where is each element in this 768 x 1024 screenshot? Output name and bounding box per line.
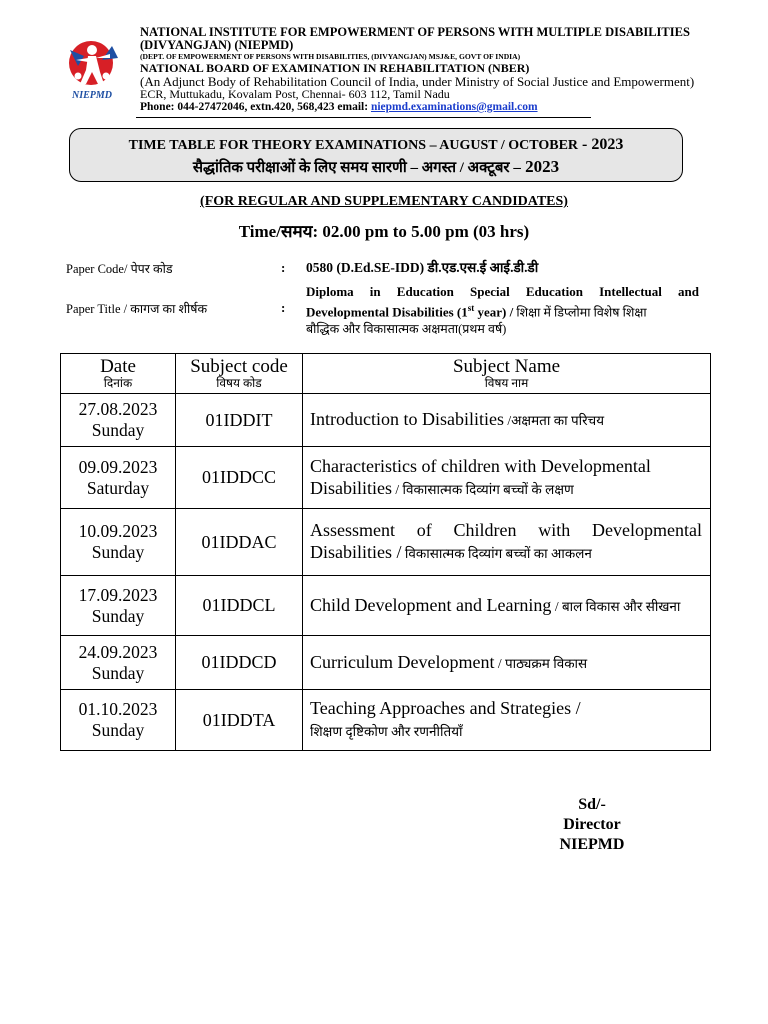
code-cell: 01IDDCL: [176, 576, 303, 636]
subject-name-cell: Assessment of Children with Developmental Disabilities / विकासात्मक दिव्यांग बच्चों का आकलन: [303, 509, 711, 576]
candidates-heading: (FOR REGULAR AND SUPPLEMENTARY CANDIDATES): [200, 194, 568, 209]
paper-code-label: Paper Code/ पेपर कोड: [66, 262, 173, 276]
code-cell: 01IDDIT: [176, 394, 303, 447]
exam-timetable: [60, 353, 711, 751]
timetable-title-en: TIME TABLE FOR THEORY EXAMINATIONS – AUGUST / OCTOBER - 2023: [128, 136, 624, 153]
board-name: NATIONAL BOARD OF EXAMINATION IN REHABILITATION (NBER): [140, 61, 530, 75]
header-subject-name: Subject Name विषय नाम: [303, 354, 711, 394]
letterhead: [140, 26, 760, 114]
address-line: ECR, Muttukadu, Kovalam Post, Chennai- 603 112, Tamil Nadu: [140, 87, 450, 101]
date-cell: 09.09.2023 Saturday: [61, 447, 176, 509]
subject-name-cell: Teaching Approaches and Strategies / शिक्षण दृष्टिकोण और रणनीतियाँ: [303, 690, 711, 751]
table-row: [61, 690, 711, 751]
table-row: [61, 509, 711, 576]
date-cell: 01.10.2023 Sunday: [61, 690, 176, 751]
paper-title-colon: :: [281, 300, 286, 315]
header-subject-code: Subject code विषय कोड: [176, 354, 303, 394]
signature-block: [540, 795, 644, 855]
timetable-title-box: [69, 128, 683, 182]
subject-name-cell: Curriculum Development / पाठ्यक्रम विकास: [303, 636, 711, 690]
institute-abbrev: (DIVYANGJAN) (NIEPMD): [140, 38, 294, 52]
table-row: [61, 576, 711, 636]
exam-time: Time/समय: 02.00 pm to 5.00 pm (03 hrs): [238, 222, 530, 241]
phone-text: Phone: 044-27472046, extn.420, 568,423 email:: [140, 101, 371, 113]
subject-name-cell: Child Development and Learning / बाल विकास और सीखना: [303, 576, 711, 636]
paper-code-colon: :: [281, 260, 286, 275]
institute-name: NATIONAL INSTITUTE FOR EMPOWERMENT OF PERSONS WITH MULTIPLE DISABILITIES: [140, 25, 690, 39]
adjunct-body-line: (An Adjunct Body of Rehabilitation Council of India, under Ministry of Social Justice and Empowerment): [140, 74, 695, 89]
subject-name-cell: Characteristics of children with Developmental Disabilities / विकासात्मक दिव्यांग बच्चों के लक्षण: [303, 447, 711, 509]
signature-designation: Director: [563, 816, 621, 833]
department-line: (DEPT. OF EMPOWERMENT OF PERSONS WITH DISABILITIES, (DIVYANGJAN) MSJ&E, GOVT OF INDIA): [140, 52, 521, 61]
header-divider: [136, 117, 591, 118]
niepmd-logo: [62, 36, 132, 100]
contact-line: [140, 101, 760, 114]
table-row: [61, 447, 711, 509]
paper-title-label: Paper Title / कागज का शीर्षक: [66, 302, 208, 316]
paper-title-value: Diploma in Education Special Education Intellectual and Developmental Disabilities (1st year) / शिक्षा में डिप्लोमा विशेष शिक्षा बौद्धिक और विकासात्मक अक्षमता(प्रथम वर्ष): [306, 284, 699, 337]
paper-code-value: 0580 (D.Ed.SE-IDD) डी.एड.एस.ई आई.डी.डी: [306, 260, 539, 275]
email-link[interactable]: niepmd.examinations@gmail.com: [370, 101, 538, 113]
header-date: Date दिनांक: [61, 354, 176, 394]
code-cell: 01IDDAC: [176, 509, 303, 576]
date-cell: 10.09.2023 Sunday: [61, 509, 176, 576]
date-cell: 27.08.2023 Sunday: [61, 394, 176, 447]
signature-sd: Sd/-: [578, 796, 606, 813]
code-cell: 01IDDCD: [176, 636, 303, 690]
code-cell: 01IDDTA: [176, 690, 303, 751]
table-row: [61, 394, 711, 447]
timetable-title-hi: सैद्धांतिक परीक्षाओं के लिए समय सारणी – अगस्त / अक्टूबर – 2023: [192, 157, 560, 176]
code-cell: 01IDDCC: [176, 447, 303, 509]
date-cell: 24.09.2023 Sunday: [61, 636, 176, 690]
logo-text: NIEPMD: [72, 90, 113, 100]
table-header-row: [61, 354, 711, 394]
table-row: [61, 636, 711, 690]
signature-organisation: NIEPMD: [559, 836, 625, 853]
subject-name-cell: Introduction to Disabilities /अक्षमता का परिचय: [303, 394, 711, 447]
date-cell: 17.09.2023 Sunday: [61, 576, 176, 636]
